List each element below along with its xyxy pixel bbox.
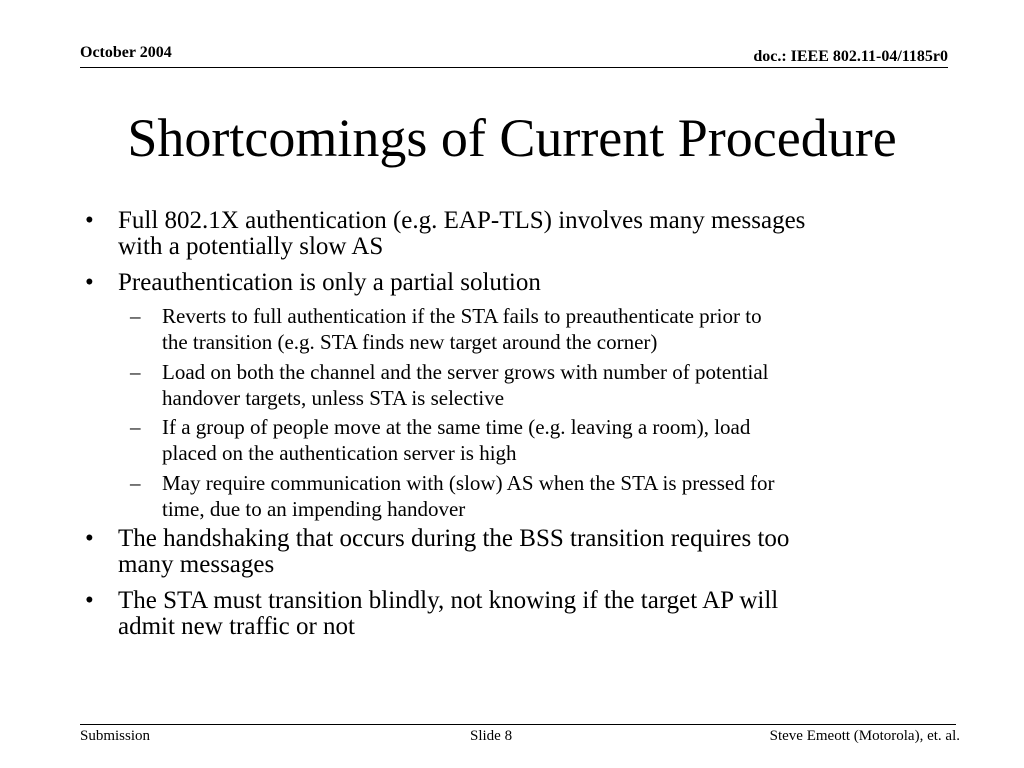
- sub-bullet-line: Reverts to full authentication if the STA fails to preauthenticate prior to: [162, 304, 762, 328]
- bullet-line: The handshaking that occurs during the BSS transition requires too: [118, 525, 790, 552]
- sub-bullet-line: placed on the authentication server is high: [162, 441, 517, 465]
- sub-bullet-marker: –: [130, 304, 141, 328]
- header-doc-number: doc.: IEEE 802.11-04/1185r0: [753, 48, 948, 65]
- sub-bullet-line: time, due to an impending handover: [162, 497, 466, 521]
- sub-bullet-marker: –: [130, 415, 141, 439]
- bullet-marker: •: [85, 207, 94, 234]
- footer-divider: [80, 724, 956, 725]
- bullet-item: [85, 587, 779, 640]
- bullet-marker: •: [85, 587, 94, 614]
- sub-bullet-item: [130, 303, 762, 355]
- sub-bullet-line: the transition (e.g. STA finds new target around the corner): [162, 330, 658, 354]
- bullet-line: Full 802.1X authentication (e.g. EAP-TLS) involves many messages: [118, 207, 806, 234]
- footer-slide-number: Slide 8: [470, 728, 513, 744]
- bullet-item: [85, 525, 790, 578]
- sub-bullet-line: handover targets, unless STA is selective: [162, 386, 505, 410]
- bullet-line: with a potentially slow AS: [118, 233, 384, 260]
- sub-bullet-item: [130, 414, 751, 466]
- sub-bullet-line: If a group of people move at the same time (e.g. leaving a room), load: [162, 415, 751, 439]
- sub-bullet-item: [130, 470, 775, 522]
- bullet-marker: •: [85, 525, 94, 552]
- sub-bullet-line: Load on both the channel and the server grows with number of potential: [162, 360, 769, 384]
- slide-title: Shortcomings of Current Procedure: [127, 108, 897, 168]
- bullet-line: many messages: [118, 551, 275, 578]
- bullet-line: admit new traffic or not: [118, 613, 355, 640]
- sub-bullet-marker: –: [130, 471, 141, 495]
- bullet-marker: •: [85, 269, 94, 296]
- bullet-line: Preauthentication is only a partial solution: [118, 269, 541, 296]
- bullet-item: [85, 207, 806, 260]
- sub-bullet-line: May require communication with (slow) AS when the STA is pressed for: [162, 471, 775, 495]
- sub-bullet-marker: –: [130, 360, 141, 384]
- sub-bullet-item: [130, 359, 769, 411]
- footer-submission: Submission: [80, 728, 151, 744]
- bullet-line: The STA must transition blindly, not knowing if the target AP will: [118, 587, 779, 614]
- header-date: October 2004: [80, 44, 172, 61]
- footer-author: Steve Emeott (Motorola), et. al.: [769, 728, 960, 744]
- bullet-item: [85, 269, 541, 296]
- header-divider: [80, 67, 948, 68]
